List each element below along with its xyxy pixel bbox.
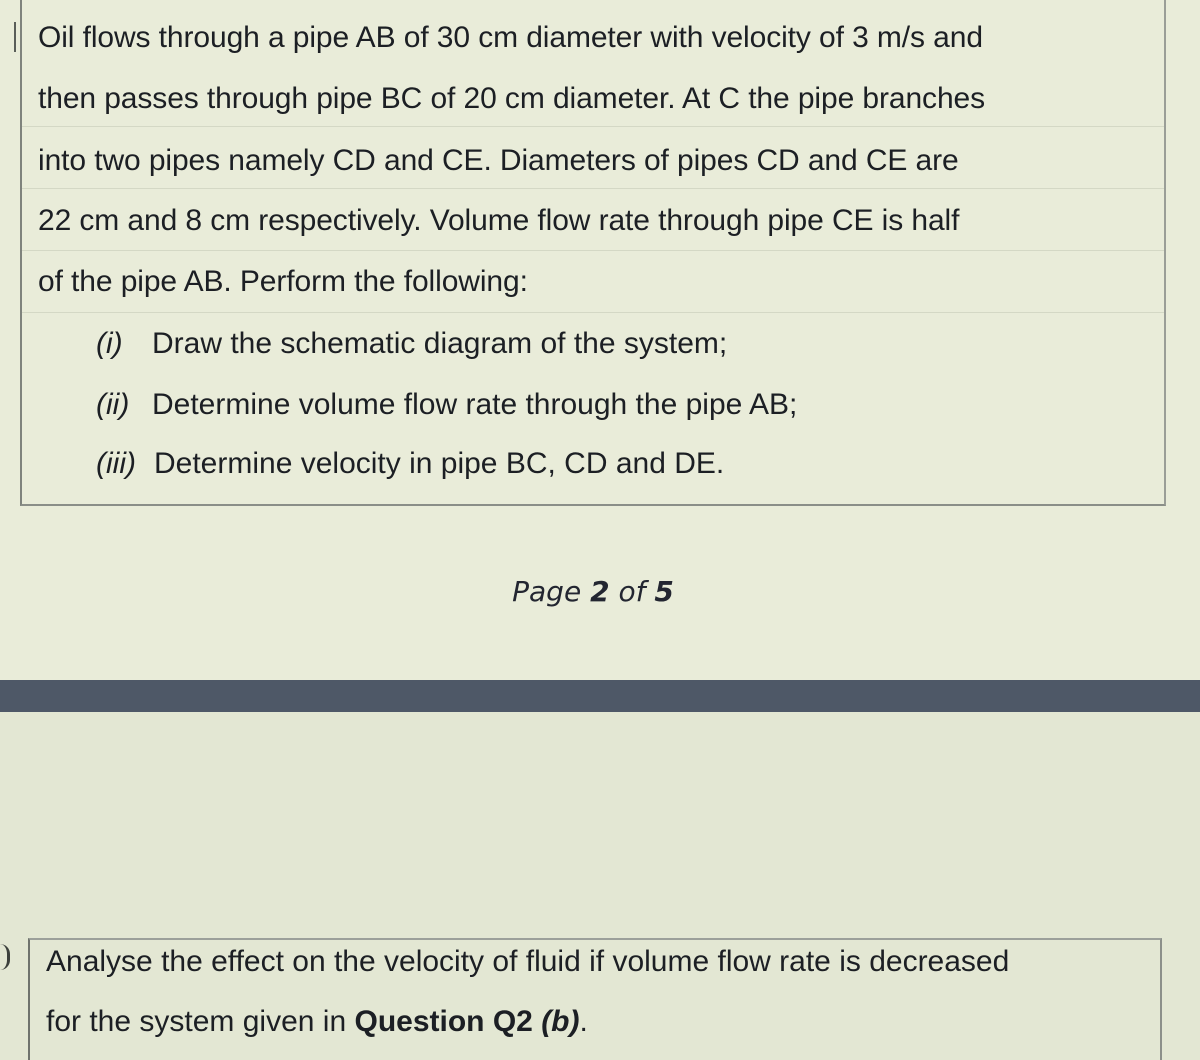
question-b-line-3: into two pipes namely CD and CE. Diameters of pipes CD and CE are — [38, 144, 959, 177]
question-c-line-2-prefix: for the system given in — [46, 1005, 347, 1038]
sub-item-ii — [96, 385, 797, 425]
page-of: of — [618, 575, 646, 608]
question-b-line-4: 22 cm and 8 cm respectively. Volume flow rate through pipe CE is half — [38, 204, 960, 237]
sub-item-number: (iii) — [96, 447, 136, 480]
row-rule — [22, 250, 1164, 251]
row-rule — [22, 188, 1164, 189]
page-number-footer — [0, 572, 1186, 612]
question-b-line-5: of the pipe AB. Perform the following: — [38, 265, 528, 298]
page-current: 2 — [590, 575, 610, 608]
question-c-line-2 — [46, 1002, 588, 1042]
question-b-line-1: Oil flows through a pipe AB of 30 cm diameter with velocity of 3 m/s and — [38, 21, 983, 54]
sub-item-text: Draw the schematic diagram of the system; — [152, 327, 728, 360]
page-total: 5 — [654, 575, 674, 608]
sub-item-text: Determine volume flow rate through the pipe AB; — [152, 388, 798, 421]
question-reference: Question Q2 — [354, 1005, 533, 1038]
sub-item-text: Determine velocity in pipe BC, CD and DE. — [154, 447, 725, 480]
row-rule — [22, 312, 1164, 313]
sub-item-iii — [96, 444, 724, 484]
question-c-line-2-end: . — [579, 1005, 588, 1038]
page-break-bar — [0, 680, 1200, 712]
question-part-reference: (b) — [541, 1005, 580, 1038]
sub-item-number: (ii) — [96, 388, 130, 421]
sub-item-number: (i) — [96, 327, 123, 360]
row-rule — [22, 126, 1164, 127]
question-b-line-2: then passes through pipe BC of 20 cm diameter. At C the pipe branches — [38, 82, 986, 115]
question-c-line-1: Analyse the effect on the velocity of fluid if volume flow rate is decreased — [46, 945, 1010, 978]
question-b-cell — [20, 0, 1166, 506]
sub-item-i — [96, 324, 727, 364]
left-column-marker — [0, 22, 16, 52]
page-label: Page — [512, 575, 582, 608]
